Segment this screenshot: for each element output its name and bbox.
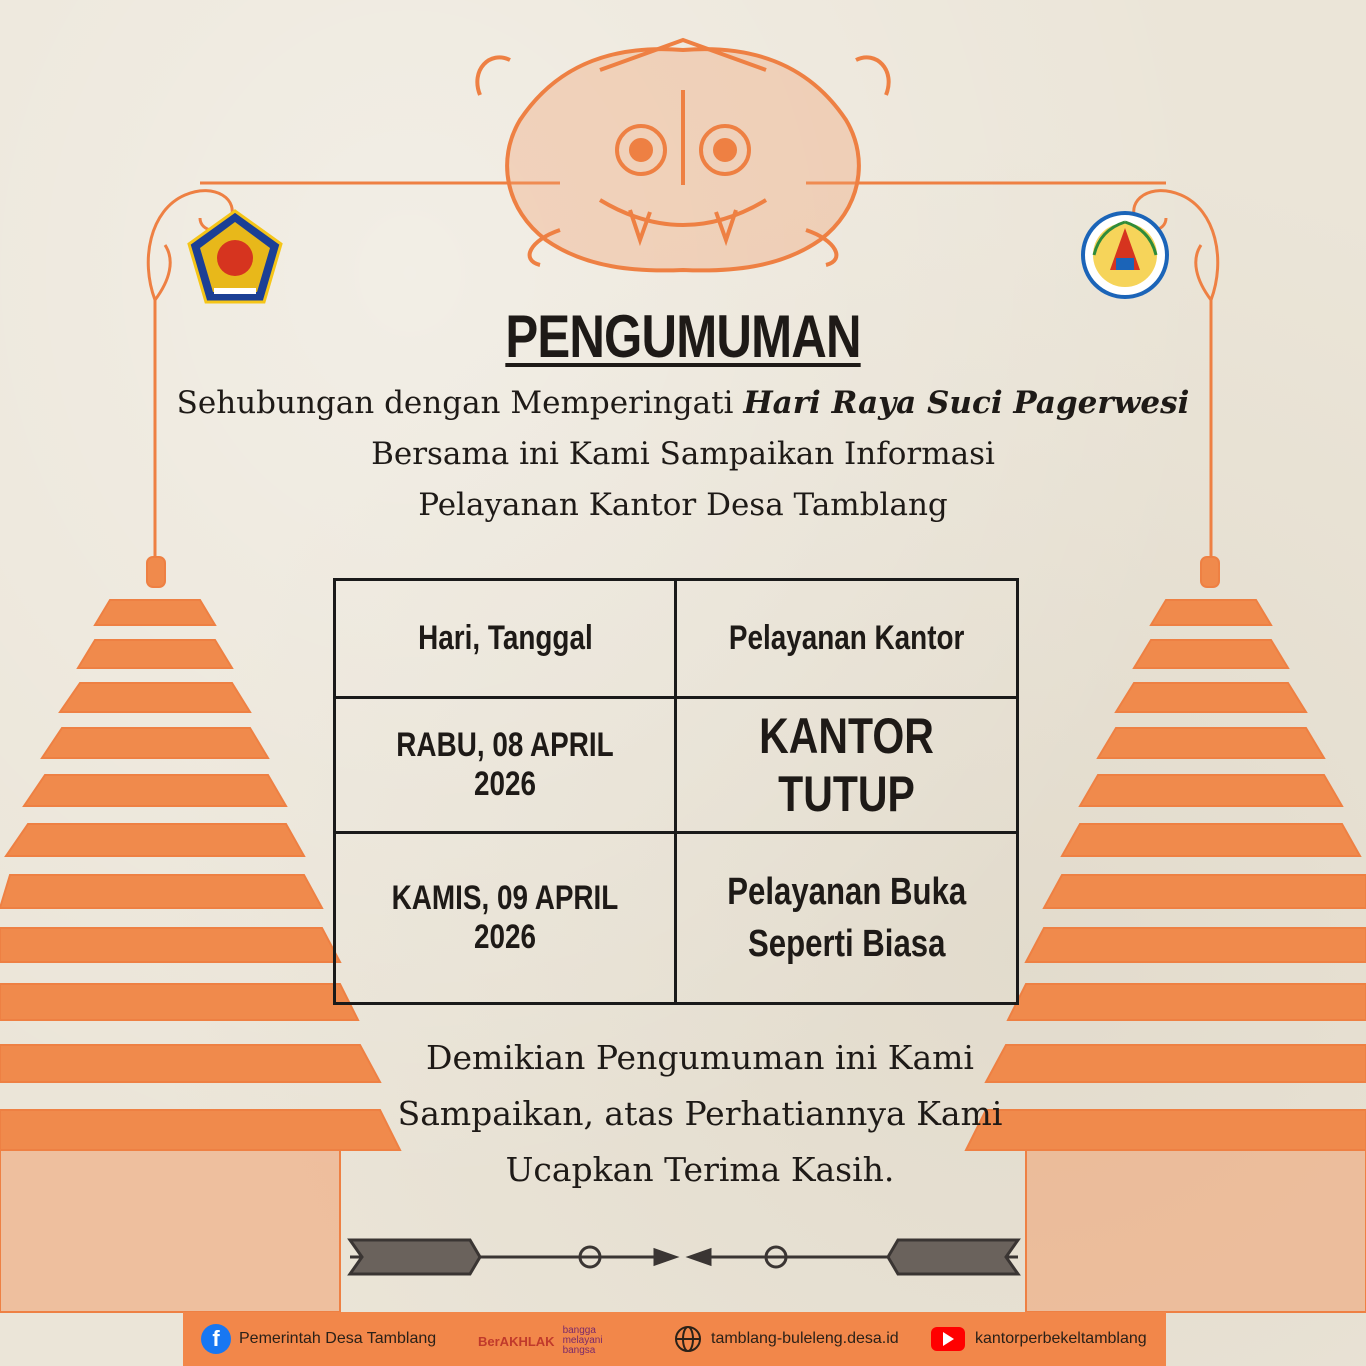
berakhlak-badge [478, 1326, 619, 1356]
arrow-divider [350, 1240, 1018, 1274]
header-day: Hari, Tanggal [335, 580, 676, 698]
row2-service [676, 833, 1018, 1004]
intro-line-3: Pelayanan Kantor Desa Tamblang [418, 487, 948, 523]
holiday-name: Hari Raya Suci Pagerwesi [743, 385, 1190, 421]
buleleng-logo [186, 208, 284, 306]
website-label: tamblang-buleleng.desa.id [711, 1330, 899, 1347]
globe-icon [673, 1324, 703, 1354]
berakhlak-label: BerAKHLAK [478, 1333, 555, 1349]
youtube-label: kantorperbekeltamblang [975, 1330, 1147, 1347]
intro-line-1 [0, 378, 1366, 429]
bangga-melayani-label: bangga melayani bangsa [562, 1325, 603, 1356]
closing-line-1: Demikian Pengumuman ini Kami [426, 1038, 974, 1077]
closing-line-3: Ucapkan Terima Kasih. [505, 1150, 895, 1189]
barong-mask [477, 40, 888, 270]
intro-prefix: Sehubungan dengan Memperingati [176, 385, 744, 421]
row2-service-line2: Seperti Biasa [747, 923, 946, 965]
table-row [335, 698, 1018, 833]
row1-day: RABU, 08 APRIL 2026 [335, 698, 676, 833]
row1-service: KANTOR TUTUP [676, 698, 1018, 833]
intro-line-2: Bersama ini Kami Sampaikan Informasi [371, 436, 995, 472]
page-title: PENGUMUMAN [505, 303, 861, 370]
table-header-row [335, 580, 1018, 698]
website-link[interactable] [673, 1324, 899, 1354]
facebook-link[interactable] [201, 1324, 436, 1354]
row2-day: KAMIS, 09 APRIL 2026 [335, 833, 676, 1004]
facebook-label: Pemerintah Desa Tamblang [239, 1330, 437, 1347]
youtube-link[interactable] [931, 1327, 1147, 1351]
closing-text [300, 1030, 1100, 1198]
closing-line-2: Sampaikan, atas Perhatiannya Kami [397, 1094, 1003, 1133]
right-temple [966, 557, 1366, 1312]
table-row [335, 833, 1018, 1004]
youtube-icon [931, 1327, 965, 1351]
footer-bar [183, 1312, 1166, 1366]
intro-text [0, 378, 1366, 531]
row2-service-line1: Pelayanan Buka [726, 871, 967, 913]
facebook-icon: f [201, 1324, 231, 1354]
schedule-table [333, 578, 1019, 1005]
tamblang-logo [1080, 210, 1170, 300]
header-service: Pelayanan Kantor [676, 580, 1018, 698]
